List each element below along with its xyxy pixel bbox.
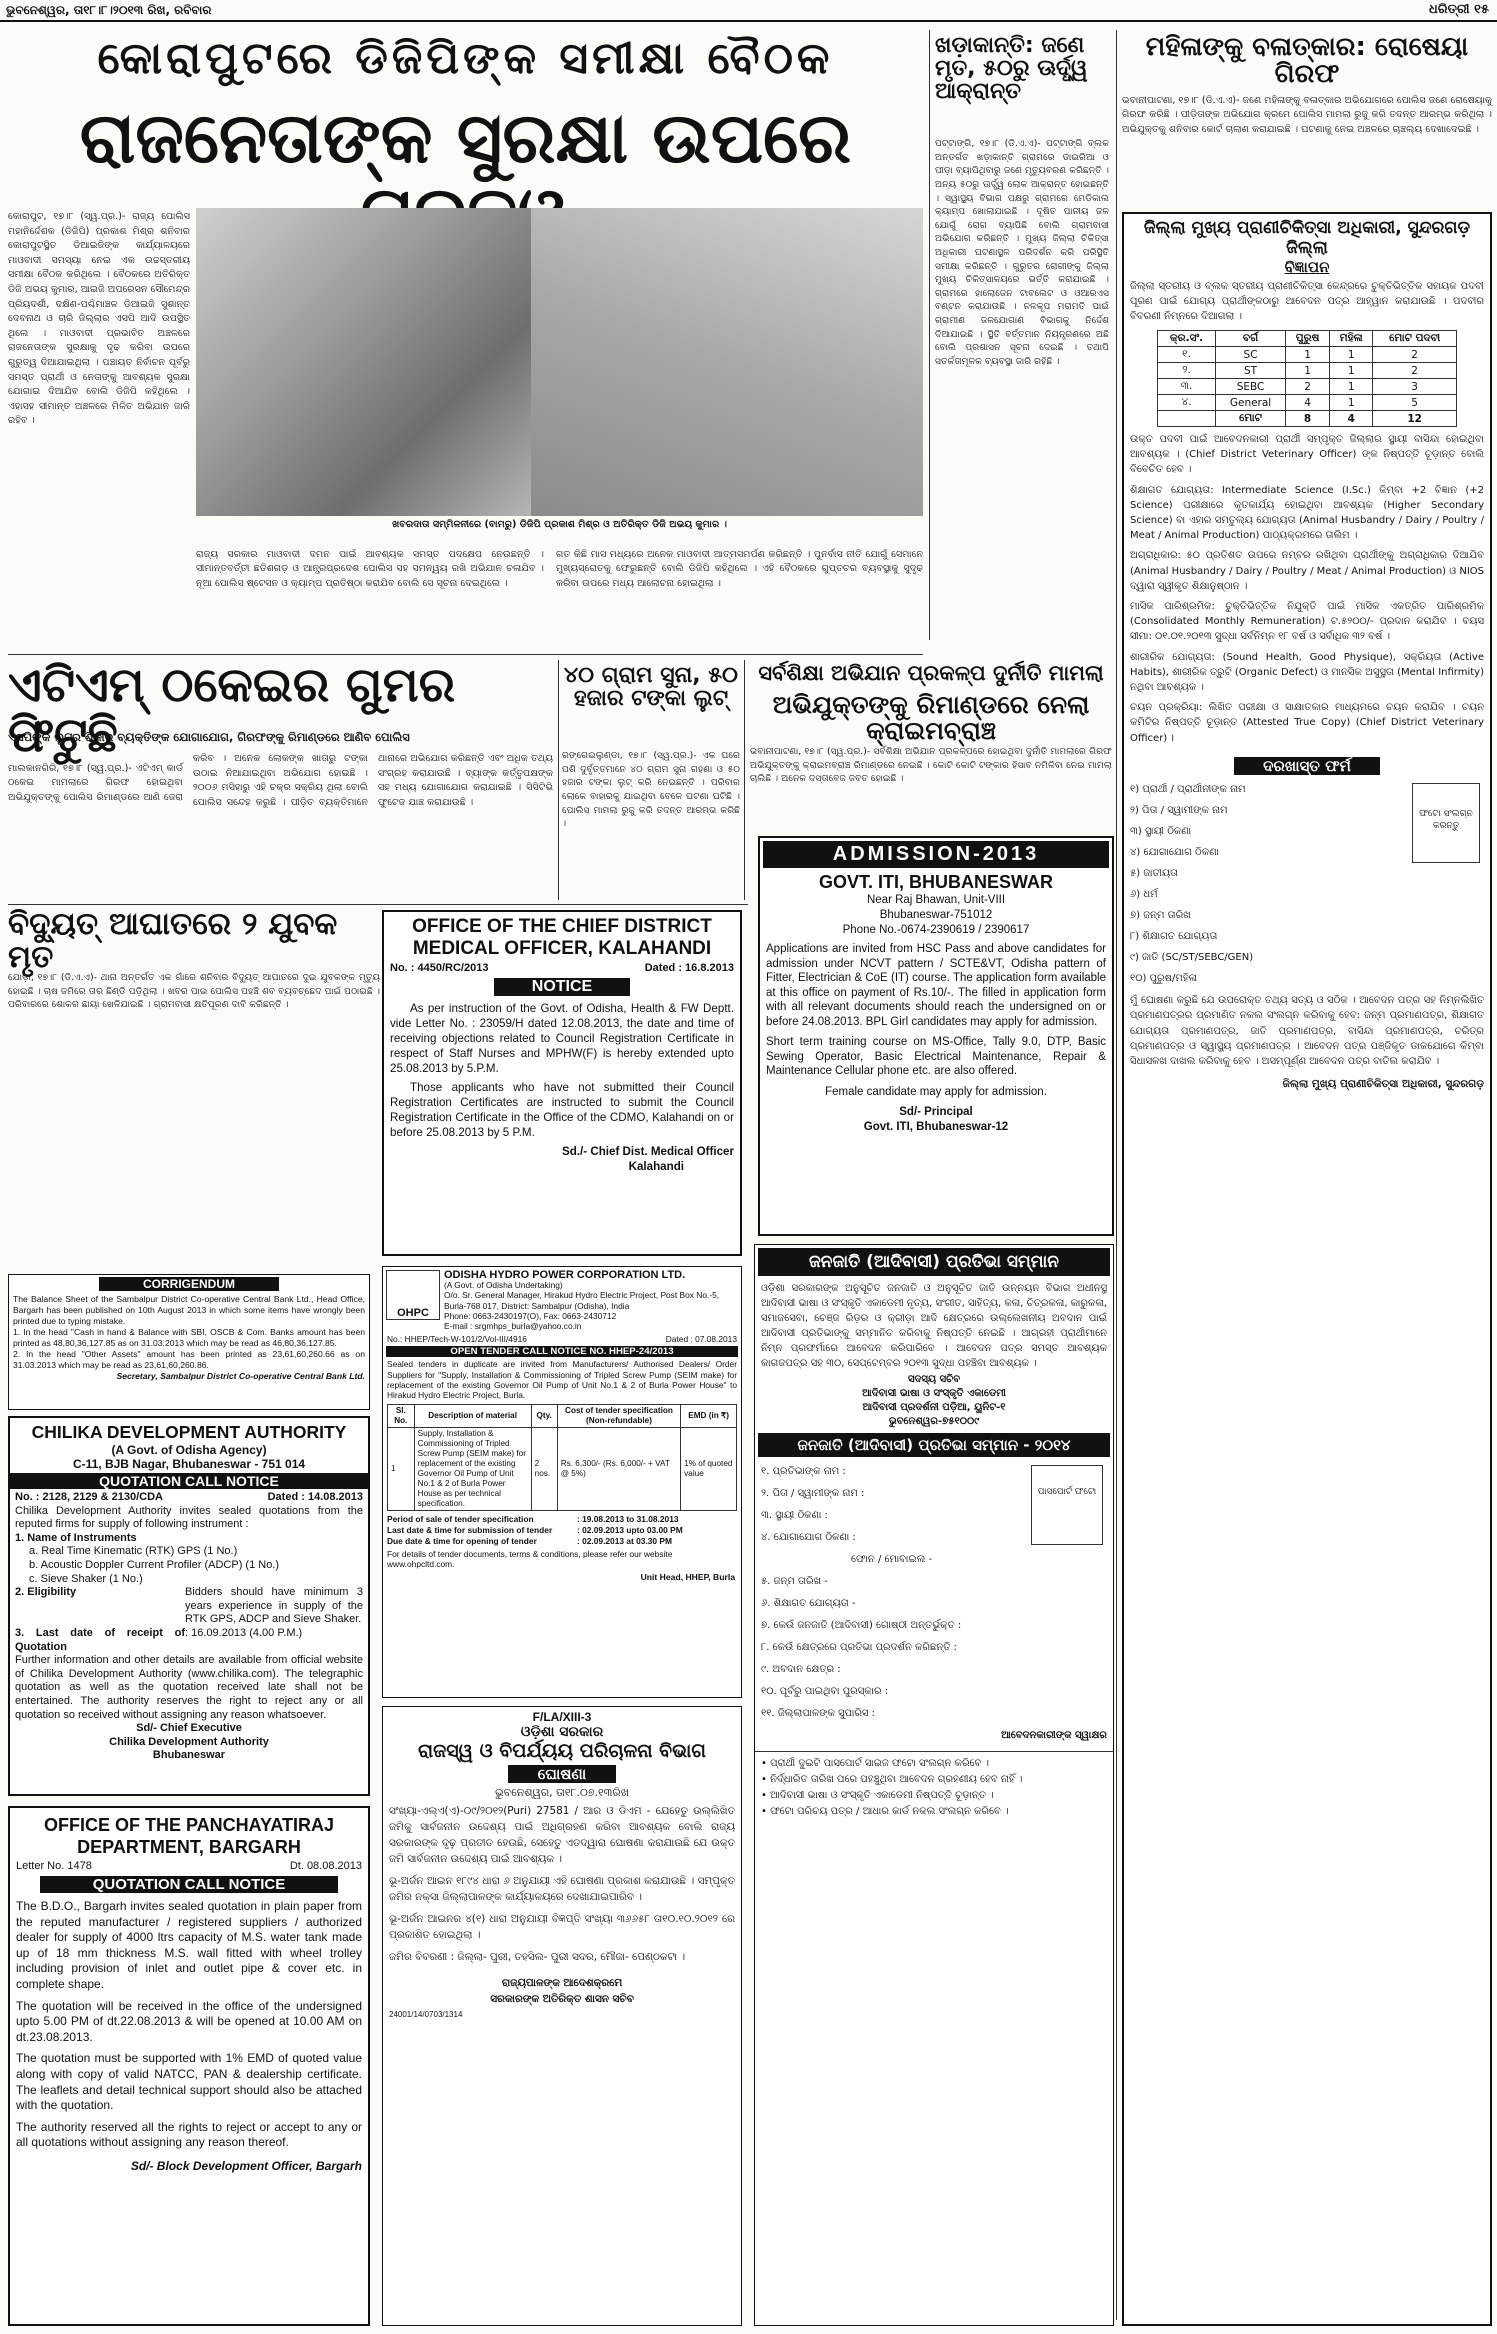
chilika-ad (8, 1416, 370, 1796)
panchayat-p4: The authority reserved all the rights to reject or accept to any or all quotations without assigning any reason thereof. (16, 2119, 362, 2150)
tribal-sign1: ସଦସ୍ୟ ସଚିବ (907, 1374, 961, 1385)
cdvo-sub: ବିଜ୍ଞାପନ (1284, 258, 1330, 276)
tribal-field-6: ୫. ଜନ୍ମ ତାରିଖ - (761, 1576, 828, 1587)
ssa-headline: ଅଭିଯୁକ୍ତଙ୍କୁ ରିମାଣ୍ଡରେ ନେଲା କ୍ରାଇମବ୍ରାଞ୍ଚ (772, 690, 1090, 746)
tribal-field-5: ଫୋନ / ମୋବାଇଲ - (851, 1554, 933, 1565)
ohpc-th-emd: EMD (in ₹) (681, 1404, 737, 1427)
tribal-sign4: ଭୁବନେଶ୍ୱର-୭୫୧୦୦୯ (888, 1416, 980, 1427)
cdmo-title1: OFFICE OF THE CHIEF DISTRICT (412, 916, 712, 937)
table-row (1158, 379, 1457, 395)
cdvo-cell (1158, 411, 1216, 427)
gold-body: ରଙ୍ଗେଇଲୁଣ୍ଡା, ୧୭।୮ (ସ୍ୱ.ପ୍ର.)- ଏକ ଘରେ ପଶି ଦୁର୍ବୃତ୍ତମାନେ ୪୦ ଗ୍ରାମ ସୁନା ଗହଣା ଓ ୫୦ ହଜାର ଟଙ୍କା ଲୁଟ୍ କରି ନେଇଛନ୍ତି । ପରିବାର ଲୋକେ ବାହାରକୁ ଯାଇଥିବା ବେଳେ ଘଟଣା ଘଟିଛି । ପୋଲିସ ମାମଲା ରୁଜୁ କରି ତଦନ୍ତ ଆରମ୍ଭ କରିଛି । (562, 750, 740, 830)
tribal-photo-box: ପାସପୋର୍ଟ ଫଟୋ (1031, 1465, 1103, 1545)
cdmo-sign2: Kalahandi (628, 1160, 684, 1173)
chilika-last: : 16.09.2013 (4.00 P.M.) (185, 1626, 303, 1639)
cdvo-cell: 2 (1285, 379, 1329, 395)
cdvo-field-7: ୭) ଜନ୍ମ ତାରିଖ (1130, 909, 1191, 921)
death-headline: ବିଦ୍ୟୁତ୍ ଆଘାତରେ ୨ ଯୁବକ ମୃତ (8, 906, 338, 975)
admission-p2: Short term training course on MS-Office, Tally 9.0, DTP, Basic Sewing Operator, Basic Electrical Maintenance, Repair & Maintenance Cellular phone etc. are also offered. (766, 1036, 1106, 1077)
admission-addr2: Bhubaneswar-751012 (879, 909, 993, 921)
chilika-h1: 1. Name of Instruments (15, 1531, 137, 1544)
cdvo-form (1124, 779, 1490, 989)
tribal-field-3: ୩. ସ୍ଥାୟୀ ଠିକଣା : (761, 1510, 828, 1521)
cdvo-cell: 1 (1330, 363, 1373, 379)
ssa-body: ଭବାନୀପାଟଣା, ୧୭।୮ (ସ୍ୱ.ପ୍ର.)- ସର୍ବଶିକ୍ଷା ଅଭିଯାନ ପ୍ରକଳ୍ପରେ ହୋଇଥିବା ଦୁର୍ନୀତି ମାମଲାରେ ଗିରଫ ଅଭିଯୁକ୍ତଙ୍କୁ କ୍ରାଇମବ୍ରାଞ୍ଚ ରିମାଣ୍ଡରେ ନେଇଛି । କୋଟି କୋଟି ଟଙ୍କାର ହିସାବ ନମିଳିବା ନେଇ ମାମଲା ଚାଲିଛି । ଅନେକ ଦସ୍ତାବେଜ ଜବତ ହୋଇଛି । (750, 746, 1112, 785)
ohpc-th-qty: Qty. (531, 1404, 557, 1427)
cdvo-intro: ଜିଲ୍ଲା ସ୍ତରୀୟ ଓ ବ୍ଲକ ସ୍ତରୀୟ ପ୍ରାଣୀଚିକିତ୍ସା କେନ୍ଦ୍ରରେ ଚୁକ୍ତିଭିତ୍ତିକ ସହାୟକ ପଦବୀ ପୂରଣ ପାଇଁ ଯୋଗ୍ୟ ପ୍ରାର୍ଥୀଙ୍କଠାରୁ ଆବେଦନ ପତ୍ର ଆହ୍ୱାନ କରାଯାଉଛି । ପଦବୀର ବିବରଣୀ ନିମ୍ନରେ ଦିଆଗଲା । (1130, 281, 1484, 322)
ssa-kicker: ସର୍ବଶିକ୍ଷା ଅଭିଯାନ ପ୍ରକଳ୍ପ ଦୁର୍ନୀତି ମାମଲା (758, 661, 1104, 685)
chilika-sub: (A Govt. of Odisha Agency) (111, 1443, 267, 1457)
cdvo-cell: 1 (1285, 363, 1329, 379)
cdvo-cell: 4 (1285, 395, 1329, 411)
cdvo-cell: ମୋଟ (1216, 411, 1286, 427)
panchayat-letter: Letter No. 1478 (16, 1860, 92, 1872)
folio-page: ଧରିତ୍ରୀ ୧୫ (1428, 2, 1489, 17)
ohpc-ad (382, 1266, 742, 1698)
ohpc-l2: Last date & time for submission of tender (387, 1524, 553, 1535)
tribal-field-10: ୯. ଅବଦାନ କ୍ଷେତ୍ର : (761, 1664, 841, 1675)
chilika-elig: Bidders should have minimum 3 years experience in supply of the RTK GPS, ADCP and Sieve Shaker. (185, 1586, 363, 1626)
cdvo-title: ଜିଲ୍ଲା ମୁଖ୍ୟ ପ୍ରାଣୀଚିକିତ୍ସା ଅଧିକାରୀ, ସୁନ୍ଦରଗଡ଼ ଜିଲ୍ଲା (1143, 218, 1471, 258)
tribal-field-2: ୨. ପିତା / ସ୍ୱାମୀଙ୍କ ନାମ : (761, 1488, 865, 1499)
cdvo-ad (1122, 212, 1492, 2326)
chilika-i2: b. Acoustic Doppler Current Profiler (ADCP) (1 No.) (29, 1558, 280, 1571)
ohpc-td-desc: Supply, Installation & Commissioning of Tripled Screw Pump (SEIM make) for replacement of the existing Governor Oil Pump of Unit No.1 & 2 of Burla Power House as per technical specification. (414, 1427, 531, 1510)
panchayat-ad (8, 1806, 370, 2326)
corrigendum-item1: 1. In the head "Cash in hand & Balance with SBI, OSCB & Com. Banks amount has been printed as 48,80,36,127.85 as on 31.03.2013 which may be read as 46,80,36,127.85. (13, 1327, 365, 1348)
table-row (1158, 395, 1457, 411)
admission-p1: Applications are invited from HSC Pass and above candidates for admission under NCVT pattern / SCTE&VT, Odisha pattern of Fitter, Electrician & CoE (IT) course. The application form available at this office on payment of Rs.10/-. The filled in application form with all relevant documents should reach the undersigned on or before 24.08.2013. BPL Girl candidates may apply for admission. (766, 943, 1106, 1028)
cdvo-cell: ୩. (1158, 379, 1216, 395)
revenue-place: ଭୁବନେଶ୍ୱର, ତା୧୮.୦୭.୧୩ରିଖ (495, 1786, 629, 1799)
lead-headline: ରାଜନେତାଙ୍କ ସୁରକ୍ଷା ଉପରେ (79, 97, 852, 179)
cdmo-notice: NOTICE (494, 978, 630, 996)
cdvo-p5: ଶାରୀରିକ ଯୋଗ୍ୟତା: (Sound Health, Good Physique), ସକ୍ରିୟତା (Active Habits), ଶାରୀରିକ ତ୍ରୁଟି (Organic Defect) ଓ ମାନସିକ ଅସୁସ୍ଥତା (Mental Infirmity) ନଥିବା ଆବଶ୍ୟକ । (1130, 651, 1484, 694)
tribal-field-8: ୭. କେଉଁ ଜନଜାତି (ଆଦିବାସୀ) ଗୋଷ୍ଠୀ ଅନ୍ତର୍ଭୁକ୍ତ : (761, 1620, 962, 1631)
cdvo-notes: ମୁଁ ଘୋଷଣା କରୁଛି ଯେ ଉପରୋକ୍ତ ତଥ୍ୟ ସତ୍ୟ ଓ ସଠିକ । ଆବେଦନ ପତ୍ର ସହ ନିମ୍ନଲିଖିତ ପ୍ରମାଣପତ୍ରର ପ୍ରମାଣିତ ନକଲ ସଂଲଗ୍ନ କରିବାକୁ ହେବ: ଜନ୍ମ ପ୍ରମାଣପତ୍ର, ଶିକ୍ଷାଗତ ଯୋଗ୍ୟତା ପ୍ରମାଣପତ୍ର, ଜାତି ପ୍ରମାଣପତ୍ର, ବାସିନ୍ଦା ପ୍ରମାଣପତ୍ର, ଚରିତ୍ର ପ୍ରମାଣପତ୍ର ଓ ସ୍ୱାସ୍ଥ୍ୟ ପ୍ରମାଣପତ୍ର । ଆବେଦନ ପତ୍ର ପଞ୍ଜିକୃତ ଡାକଯୋଗେ କିମ୍ବା ସିଧାସଳଖ ଦାଖଲ କରିବାକୁ ହେବ । ଅସମ୍ପୂର୍ଣ୍ଣ ଆବେଦନ ପତ୍ର ବାତିଲ କରାଯିବ । (1130, 994, 1484, 1068)
ohpc-logo: OHPC (386, 1270, 440, 1320)
chilika-sign1: Sd/- Chief Executive (136, 1722, 242, 1735)
cdvo-field-6: ୬) ଧର୍ମ (1130, 888, 1158, 900)
ohpc-ref: No.: HHEP/Tech-W-101/2/Vol-III/4916 (387, 1334, 527, 1345)
panchayat-notice: QUOTATION CALL NOTICE (40, 1876, 338, 1893)
cdvo-th-1: ବର୍ଗ (1216, 331, 1286, 347)
atm-sub: ଏସପିଙ୍କ ଲୁଟ୍ର ଶିକାର ବ୍ୟକ୍ତିଙ୍କ ଯୋଗାଯୋଗ, ଗିରଫଙ୍କୁ ରିମାଣ୍ଡରେ ଆଣିବ ପୋଲିସ (8, 730, 410, 744)
ohpc-v1: : 19.08.2013 to 31.08.2013 (577, 1513, 679, 1524)
revenue-dept: ରାଜସ୍ୱ ଓ ବିପର୍ଯ୍ୟୟ ପରିଚାଳନା ବିଭାଗ (418, 1740, 706, 1762)
cdvo-form-title: ଦରଖାସ୍ତ ଫର୍ମ (1234, 757, 1380, 775)
panchayat-date: Dt. 08.08.2013 (289, 1860, 362, 1872)
tribal-title: ଜନଜାତି (ଆଦିବାସୀ) ପ୍ରତିଭା ସମ୍ମାନ (758, 1248, 1110, 1276)
chilika-intro: Chilika Development Authority invites sealed quotations from the reputed firms for supply of following instrument : (15, 1504, 363, 1531)
corrigendum-title: CORRIGENDUM (99, 1277, 279, 1291)
cdvo-sign: ଜିଲ୍ଲା ମୁଖ୍ୟ ପ୍ରାଣୀଚିକିତ୍ସା ଅଧିକାରୀ, ସୁନ୍ଦରଗଡ଼ (1282, 1077, 1484, 1090)
ohpc-th-cost: Cost of tender specification (Non-refundable) (557, 1404, 680, 1427)
chilika-more: Further information and other details are available from official website of Chilika Development Authority (www.chilika.com). The telegraphic quotation as well as the quotation received late shall not be entertained. The authority reserves the right to reject any or all quotation so received without assigning any reason whatsoever. (15, 1654, 363, 1721)
cdmo-title2: MEDICAL OFFICER, KALAHANDI (412, 938, 712, 959)
ohpc-td-emd: 1% of quoted value (681, 1427, 737, 1510)
cdvo-cell: 8 (1285, 411, 1329, 427)
cdvo-cell: 1 (1330, 379, 1373, 395)
ohpc-l1: Period of sale of tender specification (387, 1513, 534, 1524)
cdvo-th-4: ମୋଟ ପଦବୀ (1373, 331, 1457, 347)
admission-phone: Phone No.-0674-2390619 / 2390617 (842, 924, 1030, 936)
death-body: ଯୋଡ଼ା, ୧୭।୮ (ଡି.ଏ.ଏ)- ଥାନା ଅନ୍ତର୍ଗତ ଏକ ଗାଁରେ ଶନିବାର ବିଦ୍ୟୁତ୍ ଆଘାତରେ ଦୁଇ ଯୁବକଙ୍କ ମୃତ୍ୟୁ ହୋଇଛି । ଚାଷ ଜମିରେ ତାର ଛିଣ୍ଡି ପଡ଼ିଥିଲା । ଖବର ପାଇ ପୋଲିସ ପହଞ୍ଚି ଶବ ବ୍ୟବଚ୍ଛେଦ ପାଇଁ ପଠାଇଛି । ପରିବାରରେ ଶୋକର ଛାୟା ଖେଳିଯାଇଛି । ଗ୍ରାମବାସୀ କ୍ଷତିପୂରଣ ଦାବି କରିଛନ୍ତି । (8, 972, 380, 1011)
tribal-field-7: ୬. ଶିକ୍ଷାଗତ ଯୋଗ୍ୟତା - (761, 1598, 856, 1609)
side-headline: ଖଡ଼ାକାନ୍ତି: ଜଣେ ମୃତ, ୫୦ରୁ ଊର୍ଦ୍ଧ୍ୱ ଆକ୍ରାନ୍ତ (935, 33, 1088, 105)
admission-banner: ADMISSION-2013 (763, 841, 1109, 868)
panchayat-sign: Sd/- Block Development Officer, Bargarh (130, 2158, 362, 2173)
ohpc-sign: Unit Head, HHEP, Burla (640, 1571, 735, 1582)
cdvo-cell: ୧. (1158, 347, 1216, 363)
ohpc-th-desc: Description of material (414, 1404, 531, 1427)
tribal-field-9: ୮. କେଉଁ କ୍ଷେତ୍ରରେ ପ୍ରତିଭା ପ୍ରଦର୍ଶନ କରିଛନ୍ତି : (761, 1642, 957, 1653)
chilika-title: CHILIKA DEVELOPMENT AUTHORITY (31, 1422, 347, 1442)
ohpc-addr: O/o. Sr. General Manager, Hirakud Hydro Electric Project, Post Box No.-5, Burla-768 017, District: Sambalpur (Odisha), India (444, 1290, 720, 1311)
cdvo-cell: General (1216, 395, 1286, 411)
panchayat-p2: The quotation will be received in the office of the undersigned upto 5.00 PM of dt.22.08.2013 & will be opened at 10.00 AM on dt.23.08.2013. (16, 1998, 362, 2044)
cdvo-field-9: ୯) ଜାତି (SC/ST/SEBC/GEN) (1130, 951, 1254, 963)
cdvo-cell: 5 (1373, 395, 1457, 411)
tribal-note-4: • ଫଟୋ ପରିଚୟ ପତ୍ର / ଆଧାର କାର୍ଡ ନକଲ ସଂଲଗ୍ନ କରିବେ । (761, 1806, 1009, 1817)
cdvo-cell: SC (1216, 347, 1286, 363)
panchayat-title: OFFICE OF THE PANCHAYATIRAJ DEPARTMENT, BARGARH (43, 1815, 335, 1857)
cdvo-cell: ST (1216, 363, 1286, 379)
cdvo-cell: 12 (1373, 411, 1457, 427)
atm-body: ମାଲକାନଗିରି, ୧୭।୮ (ସ୍ୱ.ପ୍ର.)- ଏଟିଏମ୍ କାର୍ଡ ଠକେଇ ମାମଲାରେ ଗିରଫ ହୋଇଥିବା ଅଭିଯୁକ୍ତଙ୍କୁ ପୋଲିସ ରିମାଣ୍ଡରେ ଆଣି ଜେରା କରିବ । ଅନେକ ଲୋକଙ୍କ ଖାତାରୁ ଟଙ୍କା ଉଠାଇ ନିଆଯାଇଥିବା ଅଭିଯୋଗ ହୋଇଛି । ୨୦୦୬ ମସିହାରୁ ଏହି ଚକ୍ର ସକ୍ରିୟ ଥିଲା ବୋଲି ପୋଲିସ ସନ୍ଦେହ କରୁଛି । ପୀଡ଼ିତ ବ୍ୟକ୍ତିମାନେ ଥାନାରେ ଅଭିଯୋଗ କରିଛନ୍ତି ଏବଂ ଅଧିକ ତଥ୍ୟ ସଂଗ୍ରହ କରାଯାଉଛି । ବ୍ୟାଙ୍କ କର୍ତ୍ତୃପକ୍ଷଙ୍କ ସହ ମଧ୍ୟ ଯୋଗାଯୋଗ କରାଯାଇଛି । ସିସିଟିଭି ଫୁଟେଜ ଯାଞ୍ଚ କରାଯାଉଛି । (8, 753, 553, 808)
table-row (1158, 347, 1457, 363)
panchayat-p3: The quotation must be supported with 1% EMD of quoted value along with copy of valid NATCC, PAN & dealership certificate. The leaflets and detail technical support should also be attached with the quotation. (16, 2051, 362, 2113)
ohpc-td-cost: Rs. 6,300/- (Rs. 6,000/- + VAT @ 5%) (557, 1427, 680, 1510)
ohpc-table (387, 1404, 737, 1511)
admission-sign2: Govt. ITI, Bhubaneswar-12 (863, 1120, 1009, 1133)
chilika-notice: QUOTATION CALL NOTICE (10, 1473, 368, 1489)
ohpc-td-qty: 2 nos. (531, 1427, 557, 1510)
tribal-field-12: ୧୧. ଜିଲ୍ଲାପାଳଙ୍କ ସୁପାରିସ : (761, 1708, 876, 1719)
cdmo-date: Dated : 16.8.2013 (644, 962, 734, 974)
cdvo-cell: 2 (1373, 363, 1457, 379)
ohpc-title: ODISHA HYDRO POWER CORPORATION LTD. (444, 1269, 686, 1281)
photo-dgp (196, 208, 531, 516)
chilika-sign3: Bhubaneswar (152, 1749, 226, 1762)
rape-headline: ମହିଳାଙ୍କୁ ବଳାତ୍କାର: ରୋଷେୟା ଗିରଫ (1145, 32, 1469, 90)
cdvo-field-10: ୧୦) ପୁରୁଷ/ମହିଳା (1130, 972, 1198, 984)
rape-body: ଭବାନୀପାଟଣା, ୧୭।୮ (ଡି.ଏ.ଏ)- ଜଣେ ମହିଳାଙ୍କୁ ବଳାତ୍କାର ଅଭିଯୋଗରେ ପୋଲିସ ଜଣେ ରୋଷେୟାକୁ ଗିରଫ କରିଛି । ପୀଡ଼ିତାଙ୍କ ଅଭିଯୋଗ କ୍ରମେ ପୋଲିସ ମାମଲା ରୁଜୁ କରି ତଦନ୍ତ ଆରମ୍ଭ କରିଥିଲା । ଅଭିଯୁକ୍ତକୁ ଶନିବାର କୋର୍ଟ ଚାଲାଣ କରାଯାଇଛି । ଘଟଣାକୁ ନେଇ ଅଞ୍ଚଳରେ ଚାଞ୍ଚଲ୍ୟ ଦେଖାଦେଇଛି । (1122, 94, 1492, 135)
chilika-sign2: Chilika Development Authority (109, 1735, 269, 1748)
cdvo-th-3: ମହିଳା (1330, 331, 1373, 347)
ohpc-email: E-mail : srgmhps_burla@yahoo.co.in (444, 1321, 582, 1332)
tribal-note-2: • ନିର୍ଦ୍ଧାରିତ ତାରିଖ ପରେ ପହଞ୍ଚୁଥିବା ଆବେଦନ ଗ୍ରହଣୀୟ ହେବ ନାହିଁ । (761, 1774, 1023, 1785)
lead-body-left: କୋରାପୁଟ, ୧୭।୮ (ସ୍ୱ.ପ୍ର.)- ରାଜ୍ୟ ପୋଲିସ ମହାନିର୍ଦ୍ଦେଶକ (ଡିଜିପି) ପ୍ରକାଶ ମିଶ୍ର ଶନିବାର କୋରାପୁଟସ୍ଥିତ ଡିଆଇଜିଙ୍କ କାର୍ଯ୍ୟାଳୟରେ ମାଓବାଦୀ ସମସ୍ୟା ନେଇ ଏକ ଉଚ୍ଚସ୍ତରୀୟ ସମୀକ୍ଷା ବୈଠକ କରିଥିଲେ । ବୈଠକରେ ଅତିରିକ୍ତ ଡିଜି ଅଭୟ କୁମାର, ଆଇଜି ଅପରେସନ ସୌମେନ୍ଦ୍ର ପ୍ରିୟଦର୍ଶୀ, ଦକ୍ଷିଣ-ପଶ୍ଚିମାଞ୍ଚଳ ଡିଆଇଜି ସୁଶାନ୍ତ ଦେବନାଥ ଓ ଚାରି ଜିଲ୍ଲାର ଏସପି ଆଦି ଉପସ୍ଥିତ ଥିଲେ । ମାଓବାଦୀ ପ୍ରଭାବିତ ଅଞ୍ଚଳରେ ରାଜନେତାଙ୍କ ସୁରକ୍ଷାକୁ ଦୃଢ କରିବା ଉପରେ ଗୁରୁତ୍ୱ ଦିଆଯାଇଥିଲା । ପଞ୍ଚାୟତ ନିର୍ବାଚନ ପୂର୍ବରୁ ସମସ୍ତ ପ୍ରାର୍ଥୀ ଓ ନେତାଙ୍କୁ ଆବଶ୍ୟକ ସୁରକ୍ଷା ଯୋଗାଇ ଦିଆଯିବ ବୋଲି ଡିଜିପି କହିଥିଲେ । ଏହାସହ ସୀମାନ୍ତ ଅଞ୍ଚଳରେ ମିଳିତ ଅଭିଯାନ ଜାରି ରହିବ । (8, 211, 190, 427)
cdmo-sign1: Sd./- Chief Dist. Medical Officer (561, 1145, 734, 1158)
cdvo-cell: 4 (1330, 411, 1373, 427)
chilika-i1: a. Real Time Kinematic (RTK) GPS (1 No.) (29, 1545, 238, 1558)
cdvo-cell: 1 (1330, 347, 1373, 363)
tribal-field-1: ୧. ପ୍ରତିଭାଙ୍କ ନାମ : (761, 1466, 846, 1477)
folio-date: ଭୁବନେଶ୍ୱର, ତା୧୮।୮।୨୦୧୩ ରିଖ, ରବିବାର (6, 3, 212, 17)
cdvo-th-0: କ୍ର.ସଂ. (1158, 331, 1216, 347)
revenue-ad (382, 1706, 742, 2326)
cdvo-p1: ଉକ୍ତ ପଦବୀ ପାଇଁ ଆବେଦନକାରୀ ପ୍ରାର୍ଥୀ ସମ୍ପୃକ୍ତ ଜିଲ୍ଲାର ସ୍ଥାୟୀ ବାସିନ୍ଦା ହୋଇଥିବା ଆବଶ୍ୟକ । (Chief District Veterinary Officer) ଙ୍କ ନିଷ୍ପତ୍ତି ଚୂଡ଼ାନ୍ତ ବୋଲି ବିବେଚିତ ହେବ । (1130, 434, 1484, 476)
cdvo-cell: ୪. (1158, 395, 1216, 411)
cdvo-field-1: ୧) ପ୍ରାର୍ଥୀ / ପ୍ରାର୍ଥୀନୀଙ୍କ ନାମ (1130, 783, 1246, 795)
revenue-code: F/LA/XIII-3 (532, 1710, 592, 1724)
cdvo-p2: ଶିକ୍ଷାଗତ ଯୋଗ୍ୟତା: Intermediate Science (I.Sc.) କିମ୍ବା +2 ବିଜ୍ଞାନ (+2 Science) ପରୀକ୍ଷାରେ କୃତକାର୍ଯ୍ୟ ହୋଇଥିବା ଆବଶ୍ୟକ (Higher Secondary Science) ବା ଏହାର ସମତୁଲ୍ୟ ଯୋଗ୍ୟତା (Animal Husbandry / Dairy / Poultry / Meat / Animal Production) ପାଠ୍ୟକ୍ରମରେ ତାଲିମ । (1130, 484, 1484, 542)
admission-sign1: Sd/- Principal (899, 1106, 973, 1118)
cdvo-cell: 1 (1285, 347, 1329, 363)
ohpc-date: Dated : 07.08.2013 (665, 1334, 737, 1345)
chilika-addr: C-11, BJB Nagar, Bhubaneswar - 751 014 (72, 1457, 306, 1471)
tribal-form-title: ଜନଜାତି (ଆଦିବାସୀ) ପ୍ରତିଭା ସମ୍ମାନ - ୨୦୧୪ (758, 1433, 1110, 1457)
tribal-form (755, 1461, 1113, 1747)
revenue-sign1: ରାଜ୍ୟପାଳଙ୍କ ଆଦେଶକ୍ରମେ (501, 1977, 623, 1989)
cdvo-cell: 3 (1373, 379, 1457, 395)
photo-officer (531, 208, 923, 516)
admission-title: GOVT. ITI, BHUBANESWAR (818, 872, 1053, 892)
ohpc-th-sl: Sl. No. (388, 1404, 415, 1427)
revenue-govt: ଓଡ଼ିଶା ସରକାର (520, 1724, 604, 1740)
ohpc-intro: Sealed tenders in duplicate are invited from Manufacturers/ Authorised Dealers/ Order Suppliers for "Supply, Installation & Commissioning of Tripled Screw Pump (SEIM make) for replacement of the existing Governor Oil Pump of Unit No.1 & 2 of Burla Power House" to Hirakud Hydro Electric Project, Burla. (387, 1359, 737, 1401)
table-row (1158, 411, 1457, 427)
cdvo-field-8: ୮) ଶିକ୍ଷାଗତ ଯୋଗ୍ୟତା (1130, 930, 1218, 942)
cdvo-field-5: ୫) ଜାତୀୟତା (1130, 867, 1179, 879)
photo-caption: ଖବରଦାତା ସମ୍ମିଳନୀରେ (ବାମରୁ) ଡିଜିପି ପ୍ରକାଶ ମିଶ୍ର ଓ ଅତିରିକ୍ତ ଡିଜି ଅଭୟ କୁମାର । (392, 519, 727, 530)
tribal-field-4: ୪. ଯୋଗାଯୋଗ ଠିକଣା : (761, 1532, 856, 1543)
revenue-notice: ଘୋଷଣା (508, 1765, 616, 1783)
tribal-sign3: ଆଦିବାସୀ ପ୍ରଦର୍ଶନୀ ପଡ଼ିଆ, ୟୁନିଟ-୧ (862, 1402, 1006, 1413)
tribal-sign-applicant: ଆବେଦନକାରୀଙ୍କ ସ୍ୱାକ୍ଷର (1001, 1730, 1107, 1741)
lead-kicker: କୋରାପୁଟରେ ଡିଜିପିଙ୍କ ସମୀକ୍ଷା ବୈଠକ (97, 33, 834, 84)
cdvo-th-2: ପୁରୁଷ (1285, 331, 1329, 347)
cdvo-field-3: ୩) ସ୍ଥାୟୀ ଠିକଣା (1130, 825, 1192, 837)
revenue-p2: ଭୂ-ଅର୍ଜନ ଆଇନ ୧୮୯୪ ଧାରା ୬ ଅନୁଯାୟୀ ଏହି ଘୋଷଣା ପ୍ରକାଶ କରାଯାଉଛି । ସମ୍ପୃକ୍ତ ଜମିର ନକ୍ସା ଜିଲ୍ଲାପାଳଙ୍କ କାର୍ଯ୍ୟାଳୟରେ ଦେଖାଯାଇପାରିବ । (389, 1875, 735, 1903)
cdvo-cell: 1 (1330, 395, 1373, 411)
tribal-ad (754, 1244, 1114, 2326)
admission-p3: Female candidate may apply for admission. (825, 1085, 1047, 1098)
ohpc-td-sl: 1 (388, 1427, 415, 1510)
cdvo-p3: ଅଗ୍ରାଧିକାର: ୫୦ ପ୍ରତିଶତ ଉପରେ ନମ୍ବର ରଖିଥିବା ପ୍ରାର୍ଥୀଙ୍କୁ ଅଗ୍ରାଧିକାର ଦିଆଯିବ (Animal Husbandry / Dairy / Poultry / Meat / Animal Production) ଓ NIOS ଦ୍ୱାରା ସ୍ୱୀକୃତ ଶିକ୍ଷାନୁଷ୍ଠାନ । (1130, 550, 1484, 592)
lead-body-mid: ରାଜ୍ୟ ସରକାର ମାଓବାଦୀ ଦମନ ପାଇଁ ଆବଶ୍ୟକ ସମସ୍ତ ପଦକ୍ଷେପ ନେଉଛନ୍ତି । ସୀମାନ୍ତବର୍ତ୍ତୀ ଛତିଶଗଡ଼ ଓ ଆନ୍ଧ୍ରପ୍ରଦେଶ ପୋଲିସ ସହ ସମନ୍ୱୟ ରଖି ଅଭିଯାନ ଚଳାଯିବ । ନୂଆ ପୋଲିସ ଷ୍ଟେସନ ଓ କ୍ୟାମ୍ପ ପ୍ରତିଷ୍ଠା କରାଯିବ ବୋଲି ସେ ସୂଚନା ଦେଇଥିଲେ । (196, 548, 544, 589)
lead-body-right: ଗତ କିଛି ମାସ ମଧ୍ୟରେ ଅନେକ ମାଓବାଦୀ ଆତ୍ମସମର୍ପଣ କରିଛନ୍ତି । ପୁନର୍ବାସ ନୀତି ଯୋଗୁଁ ସେମାନେ ମୁଖ୍ୟସ୍ରୋତକୁ ଫେରୁଛନ୍ତି ବୋଲି ଡିଜିପି କହିଥିଲେ । ଏହି ବୈଠକରେ ଗୁପ୍ତଚର ବ୍ୟବସ୍ଥାକୁ ସୁଦୃଢ କରିବା ଉପରେ ମଧ୍ୟ ଆଲୋଚନା ହୋଇଥିଲା । (556, 548, 923, 589)
tribal-note-3: • ଆଦିବାସୀ ଭାଷା ଓ ସଂସ୍କୃତି ଏକାଡେମୀ ନିଷ୍ପତ୍ତି ଚୂଡ଼ାନ୍ତ । (761, 1790, 994, 1801)
cdvo-cell: SEBC (1216, 379, 1286, 395)
tribal-field-11: ୧୦. ପୂର୍ବରୁ ପାଇଥିବା ପୁରସ୍କାର : (761, 1686, 889, 1697)
chilika-i3: c. Sieve Shaker (1 No.) (29, 1572, 143, 1585)
cdmo-p1: As per instruction of the Govt. of Odisha, Health & FW Deptt. vide Letter No. : 23059/H dated 12.08.2013, the date and time of receiving objections related to Council Registration Certificate in respect of Staff Nurses and MPHW(F) is hereby extended upto 25.08.2013 by 5.P.M. (390, 1002, 734, 1075)
cdmo-p2: Those applicants who have not submitted their Council Registration Certificates are instructed to submit the Council Registration Certificate in the Office of the CDMO, Kalahandi on or before 25.08.2013 by 5 P.M. (390, 1081, 734, 1139)
cdvo-field-4: ୪) ଯୋଗାଯୋଗ ଠିକଣା (1130, 846, 1219, 858)
ohpc-foot: For details of tender documents, terms & conditions, please refer our website www.ohpcltd.com. (387, 1548, 673, 1570)
table-row (1158, 363, 1457, 379)
cdvo-cell: ୨. (1158, 363, 1216, 379)
corrigendum-body: The Balance Sheet of the Sambalpur District Co-operative Central Bank Ltd., Head Office, Bargarh has been published on 10th August 2013 in which some items have wrongly been printed due to typing mistake. (13, 1294, 365, 1326)
tribal-sign2: ଆଦିବାସୀ ଭାଷା ଓ ସଂସ୍କୃତି ଏକାଡେମୀ (862, 1388, 1006, 1399)
admission-addr1: Near Raj Bhawan, Unit-VIII (866, 894, 1006, 906)
atm-headline: ଏଟିଏମ୍ ଠକେଇର ଗୁମର ଫିଟୁଛି (8, 657, 456, 764)
revenue-code2: 24001/14/0703/1314 (389, 2010, 463, 2019)
chilika-h3: 3. Last date of receipt of Quotation (15, 1626, 185, 1653)
corrigendum-item2: 2. In the head "Other Assets" amount has been printed as 23,61,60,260.66 as on 31.03.2013 which may be read as 23,61,60,260.86. (13, 1349, 365, 1370)
ohpc-v3: : 02.09.2013 at 03.30 PM (577, 1535, 672, 1546)
corrigendum-sign: Secretary, Sambalpur District Co-operative Central Bank Ltd. (116, 1371, 365, 1381)
revenue-p1: ସଂଖ୍ୟା-ଏଲ୍ଏ(ଏ)-୦୯/୨୦୧୨(Puri) 27581 / ଆର ଓ ଡିଏମ - ଯେହେତୁ ଉଲ୍ଲିଖିତ ଜମିକୁ ସାର୍ବଜନୀନ ଉଦ୍ଦେଶ୍ୟ ପାଇଁ ଅଧିଗ୍ରହଣ କରିବା ଆବଶ୍ୟକ ବୋଲି ରାଜ୍ୟ ସରକାରଙ୍କ ଦୃଢ଼ ପ୍ରତୀତ ହେଉଛି, ସେହେତୁ ଏତଦ୍ୱାରା ଘୋଷଣା କରାଯାଉଛି ଯେ ଉକ୍ତ ଜମି ସାର୍ବଜନୀନ ଉଦ୍ଦେଶ୍ୟ ପାଇଁ ଆବଶ୍ୟକ । (389, 1805, 735, 1865)
revenue-p4: ଜମିର ବିବରଣୀ : ଜିଲ୍ଲା- ପୁରୀ, ତହସିଲ- ପୁରୀ ସଦର, ମୌଜା- ପେଣ୍ଠକଟା । (389, 1951, 686, 1963)
ohpc-notice: OPEN TENDER CALL NOTICE NO. HHEP-24/2013 (386, 1346, 738, 1357)
ohpc-l3: Due date & time for opening of tender (387, 1535, 537, 1546)
chilika-h2: 2. Eligibility (15, 1586, 77, 1599)
ohpc-sub: (A Govt. of Odisha Undertaking) (444, 1280, 563, 1291)
cdvo-photo-box: ଫଟୋ ସଂଲଗ୍ନ କରନ୍ତୁ (1412, 783, 1480, 863)
tribal-note-1: • ପ୍ରାର୍ଥୀ ଦୁଇଟି ପାସପୋର୍ଟ ସାଇଜ ଫଟୋ ସଂଲଗ୍ନ କରିବେ । (761, 1758, 990, 1769)
cdvo-field-2: ୨) ପିତା / ସ୍ୱାମୀଙ୍କ ନାମ (1130, 804, 1228, 816)
panchayat-p1: The B.D.O., Bargarh invites sealed quotation in plain paper from the reputed manufacturer / registered suppliers / authorized dealer for supply of 4000 ltrs capacity of M.S. water tank made up of 18 mm thickness M.S. wall fitted with wheel trolley including provision of inlet and outlet pipe & cover etc. in complete shape. (16, 1899, 362, 1991)
ohpc-phone: Phone: 0663-2430197(O), Fax: 0663-2430712 (444, 1310, 617, 1321)
cdvo-cell: 2 (1373, 347, 1457, 363)
revenue-p3: ଭୂ-ଅର୍ଜନ ଆଇନର ୪(୧) ଧାରା ଅନୁଯାୟୀ ବିଜ୍ଞପ୍ତି ସଂଖ୍ୟା ୩୬୬୫୮ ତା୧୦.୧୦.୨୦୧୨ ରେ ପ୍ରକାଶିତ ହୋଇଥିଲା । (389, 1913, 735, 1941)
cdvo-table (1157, 330, 1457, 427)
cdvo-p6: ଚୟନ ପ୍ରକ୍ରିୟା: ଲିଖିତ ପରୀକ୍ଷା ଓ ସାକ୍ଷାତକାର ମାଧ୍ୟମରେ ଚୟନ କରାଯିବ । ଚୟନ କମିଟିର ନିଷ୍ପତ୍ତି ଚୂଡ଼ାନ୍ତ (Attested True Copy) (Chief District Veterinary Officer) । (1130, 702, 1484, 744)
cdmo-ad (382, 910, 742, 1256)
tribal-body: ଓଡ଼ିଶା ସରକାରଙ୍କ ଅନୁସୂଚିତ ଜନଜାତି ଓ ଅନୁସୂଚିତ ଜାତି ଉନ୍ନୟନ ବିଭାଗ ଅଧୀନସ୍ଥ ଆଦିବାସୀ ଭାଷା ଓ ସଂସ୍କୃତି ଏକାଡେମୀ ନୃତ୍ୟ, ସଂଗୀତ, ସାହିତ୍ୟ, କଳା, ଚିତ୍ରକଳା, କାରୁକଳା, ସମାଜସେବା, ଚେଞ୍ଜ ରିଡ଼ର ଓ କ୍ରୀଡ଼ା ଆଦି କ୍ଷେତ୍ରରେ ଉଲ୍ଲେଖନୀୟ ଅବଦାନ ପାଇଁ ଆଦିବାସୀ ପ୍ରତିଭାଙ୍କୁ ସମ୍ମାନିତ କରିବାକୁ ନିଷ୍ପତ୍ତି ନେଇଛି । ଆଗ୍ରହୀ ପ୍ରାର୍ଥୀମାନେ ନିମ୍ନ ପ୍ରଫର୍ମାରେ ଆବେଦନ କରିପାରିବେ । ଆବେଦନ ପତ୍ର ସମସ୍ତ ଆବଶ୍ୟକ କାଗଜପତ୍ର ସହ ୩୦, ସେପ୍ଟେମ୍ବର ୨୦୧୩ ସୁଦ୍ଧା ପହଞ୍ଚିବା ଆବଶ୍ୟକ । (761, 1283, 1107, 1369)
admission-ad (758, 836, 1114, 1236)
gold-headline: ୪୦ ଗ୍ରାମ ସୁନା, ୫୦ ହଜାର ଟଙ୍କା ଲୁଟ୍ (564, 663, 738, 712)
cdmo-no: No. : 4450/RC/2013 (390, 962, 489, 974)
ohpc-v2: : 02.09.2013 upto 03.00 PM (577, 1524, 683, 1535)
page-folio (0, 0, 1497, 22)
side-body: ପଟ୍ଟାଙ୍ଗି, ୧୭।୮ (ଡି.ଏ.ଏ)- ପଟ୍ଟାଙ୍ଗି ବ୍ଲକ ଅନ୍ତର୍ଗତ ଖଡ଼ାକାନ୍ତି ଗ୍ରାମରେ ଡାଇରିଆ ଓ ପୀଡ଼ା ବ୍ୟାପିଥିବାରୁ ଜଣେ ମୃତ୍ୟୁବରଣ କରିଛନ୍ତି । ଅନ୍ୟ ୫୦ରୁ ଊର୍ଦ୍ଧ୍ୱ ଲୋକ ଆକ୍ରାନ୍ତ ହୋଇଛନ୍ତି । ସ୍ୱାସ୍ଥ୍ୟ ବିଭାଗ ପକ୍ଷରୁ ଗ୍ରାମରେ ମେଡିକାଲ କ୍ୟାମ୍ପ ଖୋଲାଯାଇଛି । ଦୂଷିତ ପାନୀୟ ଜଳ ଯୋଗୁଁ ରୋଗ ବ୍ୟାପିଛି ବୋଲି ଗ୍ରାମବାସୀ ଅଭିଯୋଗ କରିଛନ୍ତି । ମୁଖ୍ୟ ଜିଲ୍ଲା ଚିକିତ୍ସା ଅଧିକାରୀ ଘଟଣାସ୍ଥଳ ପରିଦର୍ଶନ କରି ପରିସ୍ଥିତି ସମୀକ୍ଷା କରିଛନ୍ତି । ଗୁରୁତର ରୋଗୀଙ୍କୁ ଜିଲ୍ଲା ମୁଖ୍ୟ ଚିକିତ୍ସାଳୟରେ ଭର୍ତ୍ତି କରାଯାଇଛି । ଗ୍ରାମରେ ହାଲୋଜେନ ଟାବଲେଟ ଓ ଓଆରଏସ ବଣ୍ଟନ କରାଯାଉଛି । ନଳକୂପ ମରାମତି ପାଇଁ ଗ୍ରାମୀଣ ଜଳଯୋଗାଣ ବିଭାଗକୁ ନିର୍ଦ୍ଦେଶ ଦିଆଯାଇଛି । ସ୍ଥିତି ବର୍ତ୍ତମାନ ନିୟନ୍ତ୍ରଣରେ ଅଛି ବୋଲି ପ୍ରଶାସନ ସୂଚନା ଦେଇଛି । ତଥାପି ସତର୍କତାମୂଳକ ବ୍ୟବସ୍ଥା ଜାରି ରହିଛି । (935, 138, 1109, 367)
revenue-sign2: ସରକାରଙ୍କ ଅତିରିକ୍ତ ଶାସନ ସଚିବ (490, 1993, 634, 2005)
cdvo-p4: ମାସିକ ପାରିଶ୍ରମିକ: ଚୁକ୍ତିଭିତ୍ତିକ ନିଯୁକ୍ତି ପାଇଁ ମାସିକ ଏକତ୍ରିତ ପାରିଶ୍ରମିକ (Consolidated Monthly Remuneration) ଟ.୫୨୦୦/- ପ୍ରଦାନ କରାଯିବ । ବୟସ ସୀମା: ୦୧.୦୧.୨୦୧୩ ସୁଦ୍ଧା ସର୍ବନିମ୍ନ ୧୮ ବର୍ଷ ଓ ସର୍ବାଧିକ ୩୨ ବର୍ଷ । (1130, 601, 1484, 643)
chilika-no: No. : 2128, 2129 & 2130/CDA (15, 1491, 163, 1503)
corrigendum-ad (8, 1274, 370, 1410)
chilika-date: Dated : 14.08.2013 (267, 1491, 363, 1503)
